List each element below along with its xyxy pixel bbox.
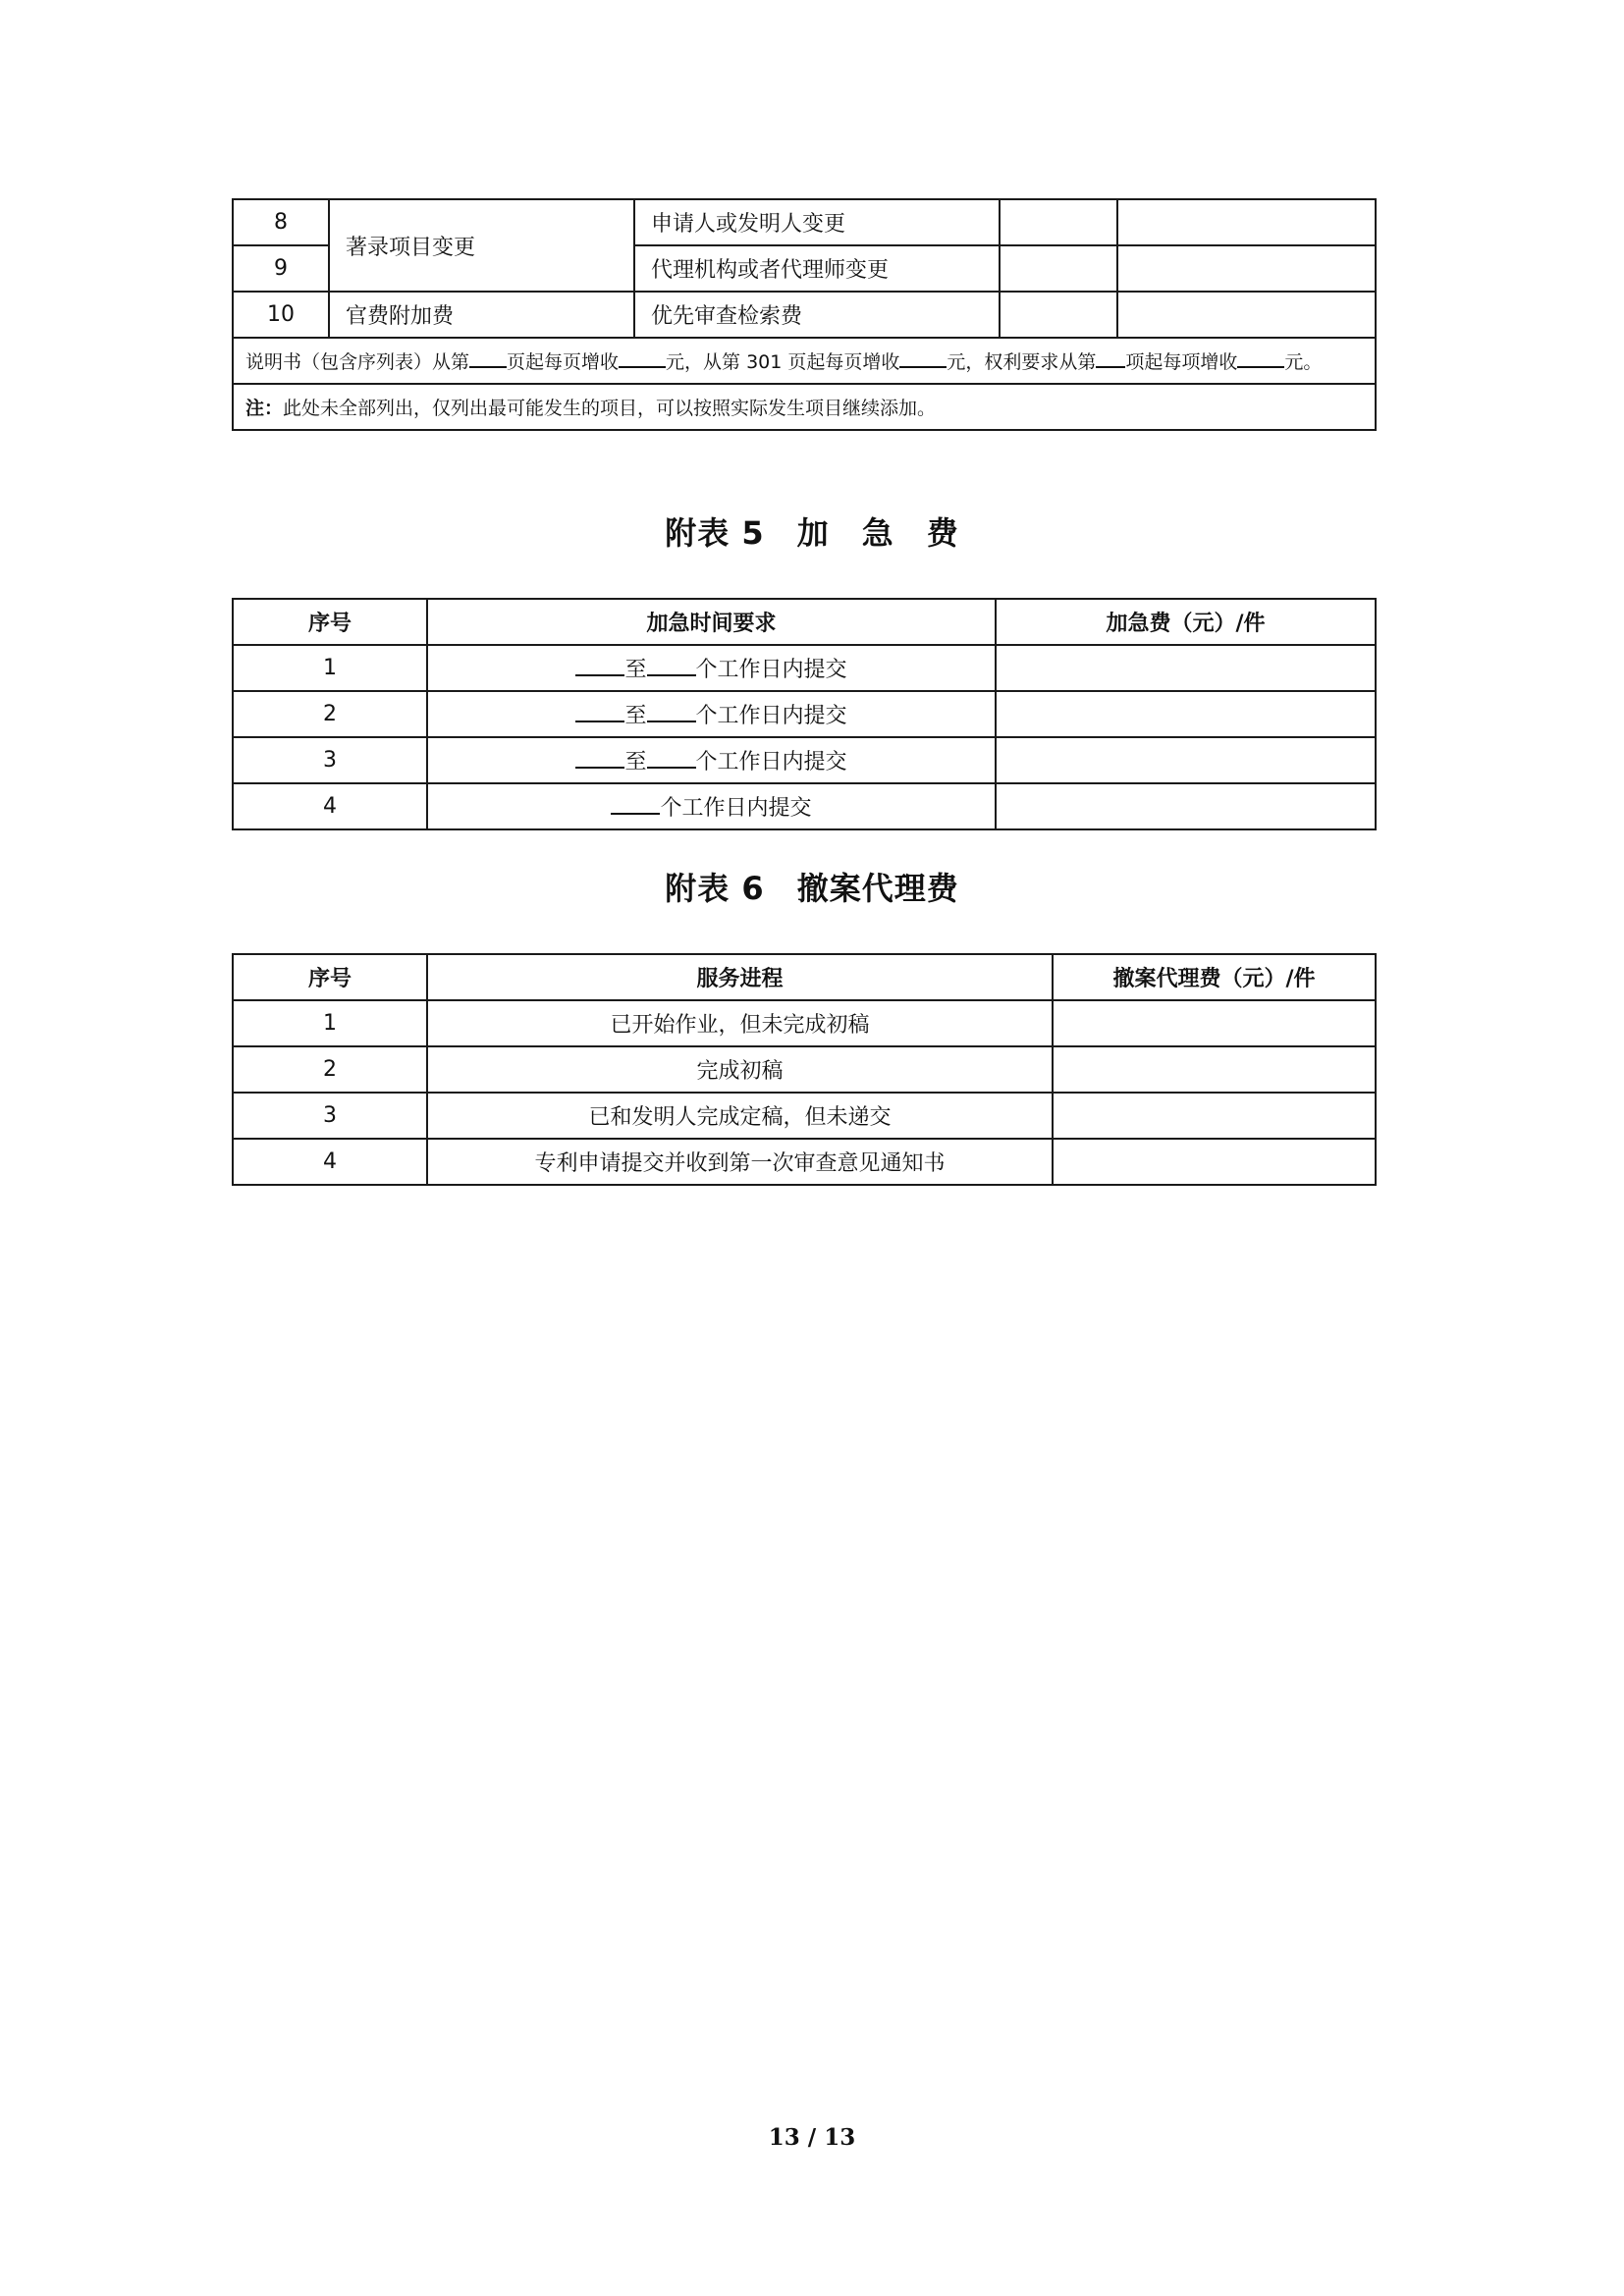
table-row — [233, 737, 1376, 783]
rush-fee-table — [232, 598, 1377, 830]
spec-note-text: 说明书（包含序列表）从第 — [245, 351, 470, 373]
time-suffix: 个工作日内提交 — [695, 750, 847, 774]
empty-cell — [1000, 245, 1117, 292]
row-number: 4 — [233, 783, 427, 829]
time-sep: 至 — [624, 658, 647, 682]
table-row — [233, 199, 1376, 245]
blank-line — [899, 349, 947, 368]
empty-cell — [1053, 1093, 1376, 1139]
blank-line — [1096, 349, 1125, 368]
empty-cell — [1000, 199, 1117, 245]
footnote-text: 此处未全部列出，仅列出最可能发生的项目，可以按照实际发生项目继续添加。 — [283, 398, 937, 419]
table6-title: 附表 6 撤案代理费 — [665, 870, 959, 907]
row-number: 4 — [233, 1139, 427, 1185]
progress-cell: 专利申请提交并收到第一次审查意见通知书 — [427, 1139, 1053, 1185]
row-number: 3 — [233, 737, 427, 783]
time-suffix: 个工作日内提交 — [695, 658, 847, 682]
time-sep: 至 — [624, 750, 647, 774]
blank-line — [619, 349, 666, 368]
column-header: 加急时间要求 — [427, 599, 996, 645]
current-page: 13 — [768, 2124, 800, 2151]
fee-table-continued — [232, 198, 1377, 431]
spec-note-text: 元，从第 301 页起每页增收 — [666, 351, 900, 373]
column-header: 撤案代理费（元）/件 — [1053, 954, 1376, 1000]
row-number: 3 — [233, 1093, 427, 1139]
category-cell: 著录项目变更 — [329, 199, 634, 292]
table-row — [233, 1139, 1376, 1185]
time-requirement-cell — [427, 691, 996, 737]
blank-line — [647, 747, 696, 769]
blank-line — [575, 701, 624, 722]
table-row — [233, 1000, 1376, 1046]
footnote-label: 注： — [245, 398, 284, 419]
table5-title: 附表 5 加 急 费 — [665, 514, 959, 552]
blank-line — [575, 747, 624, 769]
time-requirement-cell — [427, 645, 996, 691]
blank-line — [647, 701, 696, 722]
empty-cell — [1117, 199, 1376, 245]
table-row — [233, 292, 1376, 338]
empty-cell — [1117, 245, 1376, 292]
row-number: 2 — [233, 1046, 427, 1093]
row-number: 1 — [233, 1000, 427, 1046]
withdrawal-fee-table — [232, 953, 1377, 1186]
progress-cell: 已开始作业，但未完成初稿 — [427, 1000, 1053, 1046]
spec-note-text: 页起每页增收 — [507, 351, 620, 373]
total-pages: 13 — [824, 2124, 856, 2151]
row-number: 10 — [233, 292, 329, 338]
table-row — [233, 691, 1376, 737]
progress-cell: 已和发明人完成定稿，但未递交 — [427, 1093, 1053, 1139]
empty-cell — [1000, 292, 1117, 338]
item-cell: 申请人或发明人变更 — [634, 199, 1000, 245]
table-row — [233, 783, 1376, 829]
column-header: 序号 — [233, 599, 427, 645]
empty-cell — [1117, 292, 1376, 338]
table-header-row — [233, 599, 1376, 645]
page-number — [0, 2124, 1624, 2151]
row-number: 9 — [233, 245, 329, 292]
time-suffix: 个工作日内提交 — [660, 796, 812, 821]
page-separator: / — [807, 2124, 817, 2151]
row-number: 2 — [233, 691, 427, 737]
blank-line — [575, 655, 624, 676]
blank-line — [611, 793, 660, 815]
empty-cell — [996, 737, 1376, 783]
time-requirement-cell — [427, 737, 996, 783]
spec-note-text: 元。 — [1284, 351, 1323, 373]
column-header: 服务进程 — [427, 954, 1053, 1000]
blank-line — [647, 655, 696, 676]
column-header: 加急费（元）/件 — [996, 599, 1376, 645]
table-row — [233, 1093, 1376, 1139]
spec-note-row — [233, 338, 1376, 384]
empty-cell — [1053, 1046, 1376, 1093]
progress-cell: 完成初稿 — [427, 1046, 1053, 1093]
time-suffix: 个工作日内提交 — [695, 704, 847, 728]
table-row — [233, 1046, 1376, 1093]
item-cell: 代理机构或者代理师变更 — [634, 245, 1000, 292]
row-number: 8 — [233, 199, 329, 245]
empty-cell — [1053, 1139, 1376, 1185]
column-header: 序号 — [233, 954, 427, 1000]
spec-note-cell — [233, 338, 1376, 384]
table-header-row — [233, 954, 1376, 1000]
empty-cell — [996, 783, 1376, 829]
time-sep: 至 — [624, 704, 647, 728]
footnote-row — [233, 384, 1376, 430]
spec-note-text: 项起每项增收 — [1125, 351, 1238, 373]
category-cell: 官费附加费 — [329, 292, 634, 338]
item-cell: 优先审查检索费 — [634, 292, 1000, 338]
blank-line — [469, 349, 507, 368]
spec-note-text: 元，权利要求从第 — [947, 351, 1097, 373]
empty-cell — [996, 691, 1376, 737]
footnote-cell — [233, 384, 1376, 430]
blank-line — [1237, 349, 1284, 368]
empty-cell — [996, 645, 1376, 691]
row-number: 1 — [233, 645, 427, 691]
empty-cell — [1053, 1000, 1376, 1046]
table-row — [233, 645, 1376, 691]
time-requirement-cell — [427, 783, 996, 829]
